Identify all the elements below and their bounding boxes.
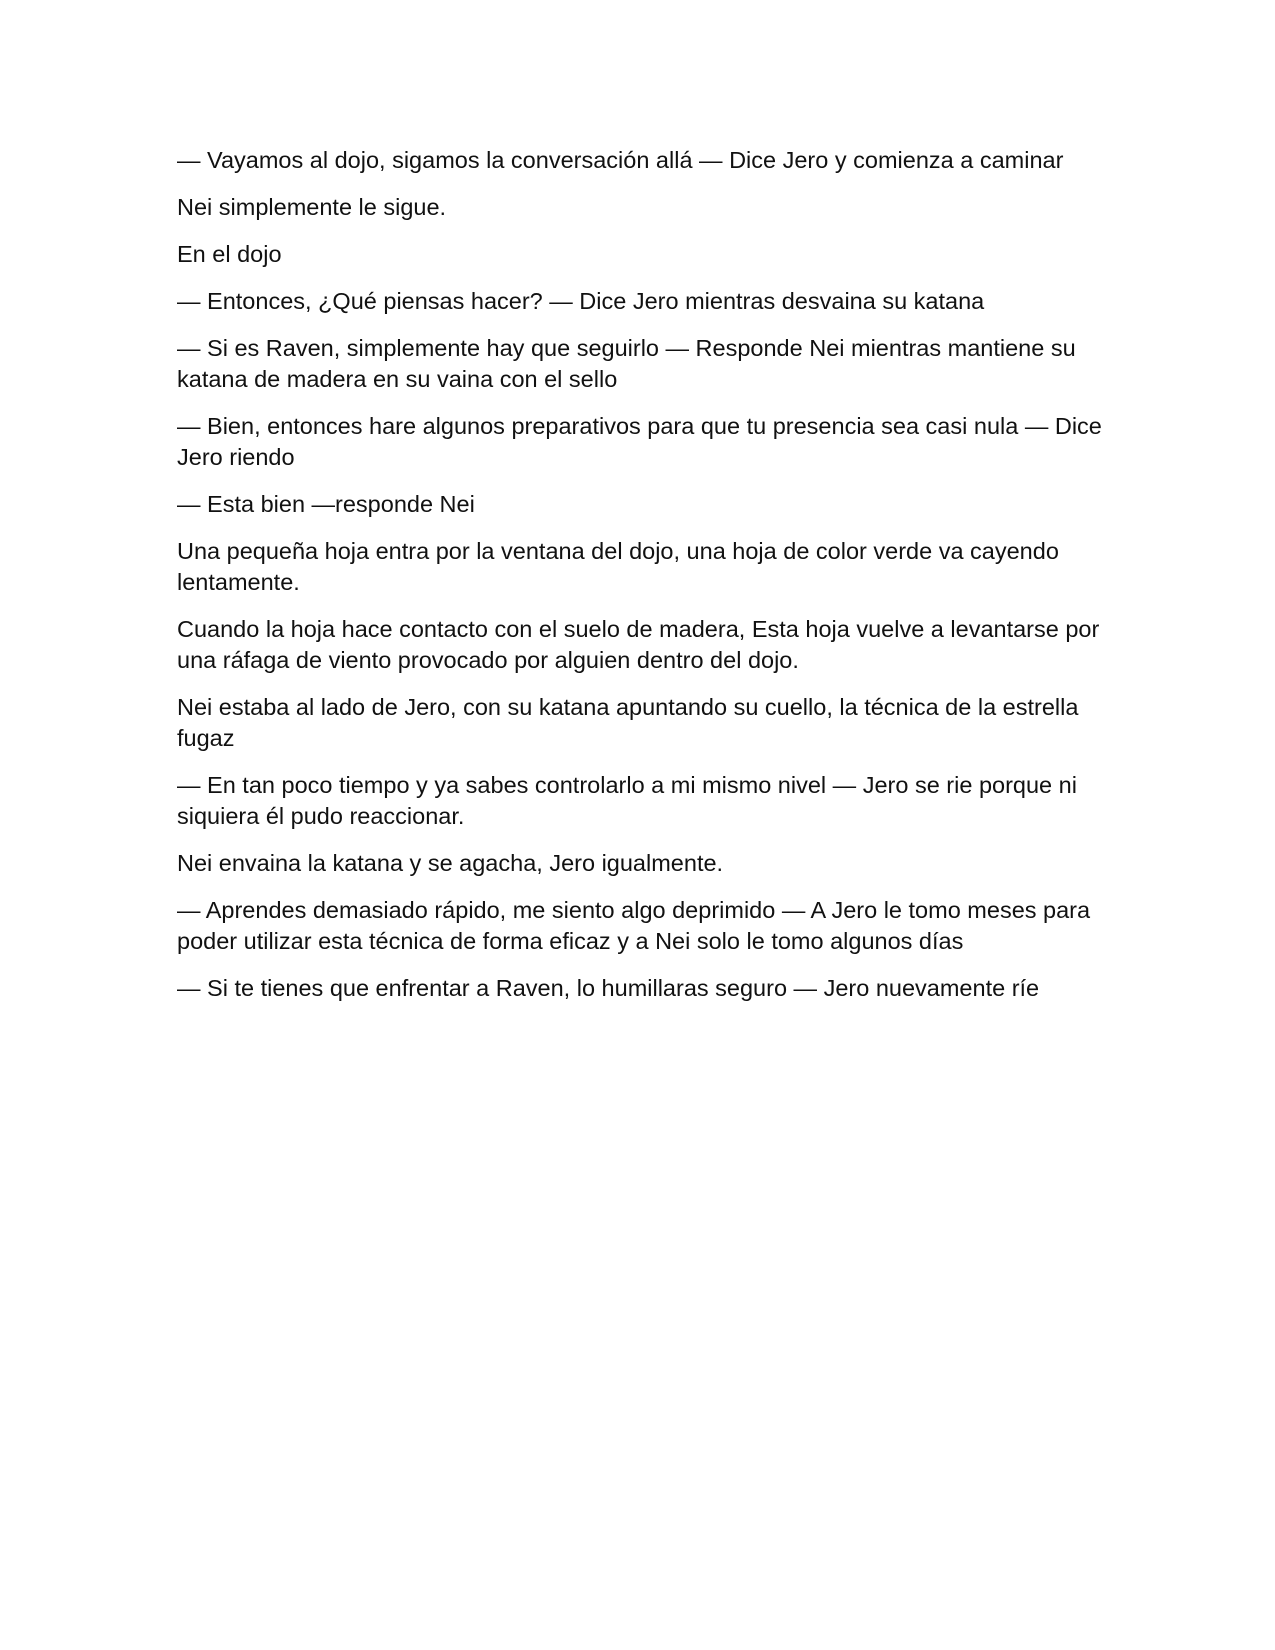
paragraph: — Aprendes demasiado rápido, me siento algo deprimido — A Jero le tomo meses para poder utilizar esta técnica de forma eficaz y a Nei solo le tomo algunos días: [177, 897, 1091, 954]
paragraph: Nei simplemente le sigue.: [177, 194, 447, 220]
paragraph: — Si te tienes que enfrentar a Raven, lo humillaras seguro — Jero nuevamente ríe: [177, 975, 1040, 1001]
paragraph: — Vayamos al dojo, sigamos la conversación allá — Dice Jero y comienza a caminar: [177, 147, 1064, 173]
paragraph: — Bien, entonces hare algunos preparativos para que tu presencia sea casi nula — Dice Jero riendo: [177, 413, 1102, 470]
paragraph: Cuando la hoja hace contacto con el suelo de madera, Esta hoja vuelve a levantarse por una ráfaga de viento provocado por alguien dentro del dojo.: [177, 616, 1100, 673]
paragraph: Nei estaba al lado de Jero, con su katana apuntando su cuello, la técnica de la estrella fugaz: [177, 694, 1079, 751]
paragraph: — Si es Raven, simplemente hay que seguirlo — Responde Nei mientras mantiene su katana de madera en su vaina con el sello: [177, 335, 1076, 392]
paragraph: — En tan poco tiempo y ya sabes controlarlo a mi mismo nivel — Jero se rie porque ni siquiera él pudo reaccionar.: [177, 772, 1077, 829]
paragraph: En el dojo: [177, 241, 282, 267]
paragraph: Una pequeña hoja entra por la ventana del dojo, una hoja de color verde va cayendo lentamente.: [177, 538, 1059, 595]
paragraph: Nei envaina la katana y se agacha, Jero igualmente.: [177, 850, 724, 876]
paragraph: — Entonces, ¿Qué piensas hacer? — Dice Jero mientras desvaina su katana: [177, 288, 985, 314]
document-body: [177, 145, 1107, 1020]
paragraph: — Esta bien —responde Nei: [177, 491, 475, 517]
